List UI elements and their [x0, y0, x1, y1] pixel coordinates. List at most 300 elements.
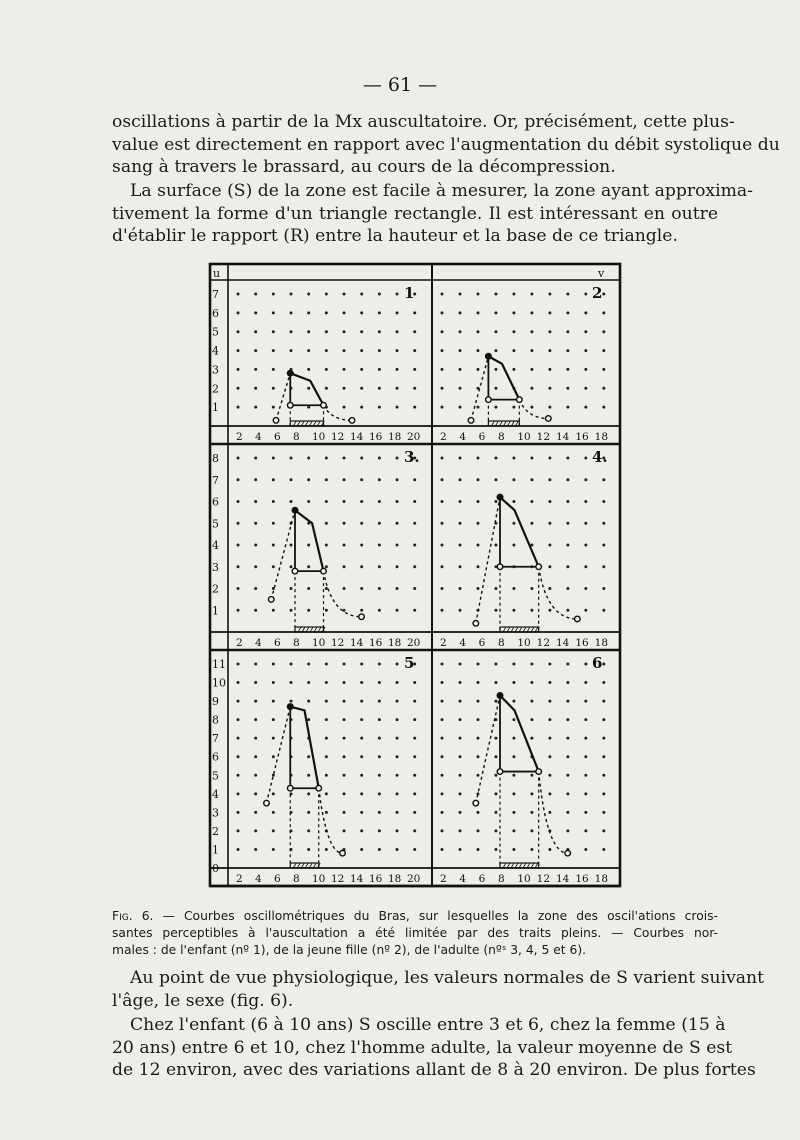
grid-dot [494, 737, 497, 740]
grid-dot [396, 387, 399, 390]
caption-line [112, 908, 718, 925]
curve-point [565, 850, 571, 856]
curve-point [264, 800, 270, 806]
grid-dot [566, 811, 569, 814]
panel-label: 1 [404, 284, 415, 302]
grid-dot [602, 565, 605, 568]
grid-dot [413, 406, 416, 409]
grid-dot [602, 293, 605, 296]
grid-dot [602, 387, 605, 390]
grid-dot [458, 500, 461, 503]
text-line: value est directement en rapport avec l'augmentation du débit systolique du [112, 134, 780, 155]
x-tick-label: 8 [498, 637, 505, 649]
grid-dot [512, 478, 515, 481]
grid-dot [272, 700, 275, 703]
curve-point [292, 568, 298, 574]
grid-dot [413, 565, 416, 568]
grid-dot [343, 718, 346, 721]
x-tick-label: 18 [388, 637, 402, 649]
grid-dot [458, 718, 461, 721]
x-tick-label: 18 [594, 873, 609, 885]
grid-dot [378, 718, 381, 721]
curve-rise [271, 510, 295, 599]
grid-dot [566, 829, 569, 832]
grid-dot [458, 700, 461, 703]
grid-dot [307, 311, 310, 314]
grid-dot [476, 587, 479, 590]
grid-dot [307, 387, 310, 390]
curve-point [287, 785, 293, 791]
grid-dot [413, 718, 416, 721]
peak-point [287, 704, 293, 710]
grid-dot [378, 311, 381, 314]
text-line: Au point de vue physiologique, les valeurs normales de S varient suivant [130, 968, 764, 988]
grid-dot [360, 755, 363, 758]
grid-dot [290, 609, 293, 612]
grid-dot [476, 478, 479, 481]
grid-dot [254, 718, 257, 721]
grid-dot [548, 774, 551, 777]
grid-dot [476, 718, 479, 721]
grid-dot [458, 457, 461, 460]
grid-dot [343, 792, 346, 795]
grid-dot [290, 349, 293, 352]
grid-dot [441, 737, 444, 740]
grid-dot [602, 609, 605, 612]
grid-dot [343, 368, 346, 371]
grid-dot [237, 609, 240, 612]
grid-dot [272, 848, 275, 851]
grid-dot [584, 587, 587, 590]
grid-dot [494, 811, 497, 814]
grid-dot [566, 700, 569, 703]
caption-text: — Courbes oscillométriques du Bras, sur lesquelles la zone des oscil'ations crois- [162, 909, 718, 923]
grid-dot [548, 587, 551, 590]
curve-point [497, 769, 503, 775]
curve-point [340, 850, 346, 856]
grid-dot [378, 774, 381, 777]
grid-dot [512, 829, 515, 832]
grid-dot [566, 293, 569, 296]
grid-dot [476, 522, 479, 525]
panel-label: 3. [404, 448, 420, 466]
grid-dot [272, 565, 275, 568]
y-tick-label: 3 [212, 806, 219, 820]
grid-dot [272, 311, 275, 314]
x-tick-label: 6 [478, 873, 486, 885]
x-tick-label: 4 [255, 637, 262, 649]
grid-dot [360, 774, 363, 777]
grid-dot [512, 406, 515, 409]
grid-dot [566, 544, 569, 547]
grid-dot [548, 293, 551, 296]
y-tick-label: 1 [212, 604, 219, 618]
grid-dot [441, 792, 444, 795]
grid-dot [476, 774, 479, 777]
grid-dot [530, 587, 533, 590]
curve-point [536, 564, 542, 570]
grid-dot [378, 811, 381, 814]
y-tick-label: 4 [212, 344, 219, 358]
grid-dot [512, 718, 515, 721]
grid-dot [343, 755, 346, 758]
grid-dot [494, 848, 497, 851]
grid-dot [378, 829, 381, 832]
oscillometric-figure [200, 258, 630, 898]
grid-dot [254, 406, 257, 409]
grid-dot [254, 587, 257, 590]
grid-dot [413, 829, 416, 832]
grid-dot [290, 330, 293, 333]
grid-dot [441, 829, 444, 832]
grid-dot [290, 311, 293, 314]
grid-dot [566, 681, 569, 684]
grid-dot [530, 311, 533, 314]
curve-zone-edge [488, 356, 519, 399]
grid-dot [458, 587, 461, 590]
grid-dot [441, 500, 444, 503]
grid-dot [343, 522, 346, 525]
x-tick-label: 18 [388, 873, 402, 885]
curve-point [287, 402, 293, 408]
grid-dot [566, 368, 569, 371]
grid-dot [494, 457, 497, 460]
grid-dot [254, 311, 257, 314]
grid-dot [290, 587, 293, 590]
grid-dot [566, 755, 569, 758]
grid-dot [441, 293, 444, 296]
y-tick-label: 4 [212, 539, 219, 552]
grid-dot [254, 544, 257, 547]
text-line: de 12 environ, avec des variations allant de 8 à 20 environ. De plus fortes [112, 1060, 756, 1081]
grid-dot [512, 663, 515, 666]
grid-dot [325, 848, 328, 851]
grid-dot [378, 293, 381, 296]
grid-dot [272, 544, 275, 547]
grid-dot [494, 387, 497, 390]
grid-dot [290, 500, 293, 503]
grid-dot [512, 609, 515, 612]
grid-dot [512, 500, 515, 503]
text-line: La surface (S) de la zone est facile à mesurer, la zone ayant approxima- [130, 181, 753, 201]
x-tick-label: 2 [440, 431, 447, 443]
grid-dot [530, 293, 533, 296]
grid-dot [378, 609, 381, 612]
curve-point [268, 597, 274, 603]
grid-dot [272, 829, 275, 832]
grid-dot [307, 330, 310, 333]
grid-dot [441, 774, 444, 777]
grid-dot [441, 457, 444, 460]
grid-dot [494, 681, 497, 684]
grid-dot [458, 522, 461, 525]
grid-dot [272, 522, 275, 525]
grid-dot [494, 755, 497, 758]
grid-dot [325, 457, 328, 460]
grid-dot [307, 500, 310, 503]
x-tick-label: 4 [459, 873, 467, 885]
grid-dot [584, 457, 587, 460]
grid-dot [458, 330, 461, 333]
x-tick-label: 2 [236, 431, 243, 443]
grid-dot [325, 774, 328, 777]
grid-dot [254, 293, 257, 296]
grid-dot [237, 457, 240, 460]
grid-dot [441, 663, 444, 666]
grid-dot [325, 522, 328, 525]
grid-dot [584, 663, 587, 666]
x-tick-label: 4 [459, 431, 467, 443]
grid-dot [343, 500, 346, 503]
grid-dot [584, 565, 587, 568]
grid-dot [343, 406, 346, 409]
y-tick-label: 3 [212, 560, 219, 574]
grid-dot [548, 609, 551, 612]
grid-dot [584, 330, 587, 333]
grid-dot [343, 387, 346, 390]
grid-dot [396, 681, 399, 684]
grid-dot [378, 544, 381, 547]
grid-dot [325, 718, 328, 721]
grid-dot [476, 500, 479, 503]
caption-line: santes perceptibles à l'auscultation a été limitée par des traits pleins. — Courbes nor- [112, 926, 718, 940]
caption-line: males : de l'enfant (nº 1), de la jeune fille (nº 2), de l'adulte (nºˢ 3, 4, 5 et 6). [112, 943, 587, 957]
x-tick-label: 16 [575, 431, 589, 443]
grid-dot [325, 293, 328, 296]
grid-dot [512, 349, 515, 352]
grid-dot [548, 368, 551, 371]
grid-dot [272, 457, 275, 460]
x-tick-label: 12 [331, 637, 345, 649]
grid-dot [512, 587, 515, 590]
grid-dot [512, 848, 515, 851]
grid-dot [413, 522, 416, 525]
grid-dot [396, 700, 399, 703]
grid-dot [237, 522, 240, 525]
grid-dot [512, 544, 515, 547]
grid-dot [476, 349, 479, 352]
grid-dot [413, 478, 416, 481]
grid-dot [360, 565, 363, 568]
grid-dot [458, 406, 461, 409]
grid-dot [441, 544, 444, 547]
x-tick-label: 20 [407, 637, 421, 649]
x-tick-label: 4 [255, 873, 262, 885]
grid-dot [378, 681, 381, 684]
grid-dot [548, 387, 551, 390]
grid-dot [512, 700, 515, 703]
grid-dot [494, 330, 497, 333]
grid-dot [548, 406, 551, 409]
grid-dot [441, 848, 444, 851]
x-tick-label: 2 [236, 873, 243, 885]
grid-dot [512, 311, 515, 314]
grid-dot [584, 829, 587, 832]
grid-dot [458, 681, 461, 684]
grid-dot [530, 330, 533, 333]
grid-dot [325, 544, 328, 547]
text-line: oscillations à partir de la Mx auscultatoire. Or, précisément, cette plus- [112, 112, 735, 132]
text-line: d'établir le rapport (R) entre la hauteur et la base de ce triangle. [112, 226, 678, 247]
grid-dot [548, 755, 551, 758]
grid-dot [476, 848, 479, 851]
grid-dot [413, 330, 416, 333]
x-tick-label: 6 [478, 637, 486, 649]
y-tick-label: 6 [212, 495, 219, 509]
x-tick-label: 20 [407, 873, 421, 885]
x-tick-label: 8 [498, 431, 505, 443]
grid-dot [237, 848, 240, 851]
grid-dot [237, 565, 240, 568]
grid-dot [548, 792, 551, 795]
grid-dot [413, 387, 416, 390]
grid-dot [566, 500, 569, 503]
grid-dot [396, 522, 399, 525]
grid-dot [530, 681, 533, 684]
grid-dot [396, 587, 399, 590]
x-tick-label: 6 [274, 637, 281, 649]
grid-dot [530, 774, 533, 777]
y-tick-label: 2 [212, 582, 219, 596]
y-tick-label: 0 [212, 862, 219, 875]
grid-dot [325, 587, 328, 590]
y-tick-label: 4 [212, 787, 219, 801]
grid-dot [413, 349, 416, 352]
grid-dot [512, 293, 515, 296]
grid-dot [272, 349, 275, 352]
grid-dot [584, 387, 587, 390]
grid-dot [254, 330, 257, 333]
grid-dot [602, 718, 605, 721]
grid-dot [343, 293, 346, 296]
y-tick-label: 6 [212, 750, 219, 764]
grid-dot [360, 811, 363, 814]
grid-dot [307, 829, 310, 832]
grid-dot [396, 457, 399, 460]
curve-point [546, 416, 552, 422]
curve-fall [324, 571, 362, 617]
grid-dot [237, 311, 240, 314]
grid-dot [602, 737, 605, 740]
figure-caption [112, 908, 718, 959]
grid-dot [602, 755, 605, 758]
grid-dot [566, 663, 569, 666]
grid-dot [325, 478, 328, 481]
grid-dot [396, 500, 399, 503]
y-tick-label: 1 [212, 843, 219, 857]
curve-point [321, 568, 327, 574]
grid-dot [272, 478, 275, 481]
grid-dot [378, 500, 381, 503]
grid-dot [512, 681, 515, 684]
grid-dot [413, 700, 416, 703]
paragraph-3 [112, 967, 764, 1012]
grid-dot [325, 792, 328, 795]
grid-dot [584, 848, 587, 851]
grid-dot [458, 774, 461, 777]
grid-dot [325, 681, 328, 684]
grid-dot [343, 829, 346, 832]
grid-dot [441, 609, 444, 612]
grid-dot [396, 406, 399, 409]
x-tick-label: 10 [517, 637, 531, 649]
curve-fall [519, 400, 548, 419]
grid-dot [548, 681, 551, 684]
grid-dot [254, 522, 257, 525]
grid-dot [512, 774, 515, 777]
grid-dot [530, 387, 533, 390]
grid-dot [396, 848, 399, 851]
curve-fall [539, 772, 568, 854]
grid-dot [343, 663, 346, 666]
panel-label: 5 [404, 654, 415, 672]
grid-dot [476, 811, 479, 814]
grid-dot [343, 311, 346, 314]
curve-rise [476, 696, 500, 804]
grid-dot [494, 544, 497, 547]
peak-point [497, 494, 503, 500]
grid-dot [566, 792, 569, 795]
y-tick-label: 7 [212, 732, 219, 746]
curve-rise [267, 707, 291, 803]
y-tick-label: 6 [212, 306, 219, 320]
grid-dot [458, 478, 461, 481]
grid-dot [584, 368, 587, 371]
x-tick-label: 10 [312, 873, 326, 885]
grid-dot [254, 349, 257, 352]
grid-dot [237, 829, 240, 832]
grid-dot [476, 755, 479, 758]
grid-dot [360, 387, 363, 390]
y-tick-label: 5 [212, 517, 219, 531]
grid-dot [360, 311, 363, 314]
grid-dot [413, 811, 416, 814]
grid-dot [272, 368, 275, 371]
grid-dot [458, 609, 461, 612]
grid-dot [584, 700, 587, 703]
grid-dot [584, 522, 587, 525]
y-tick-label: 7 [212, 473, 219, 487]
grid-dot [584, 544, 587, 547]
grid-dot [360, 368, 363, 371]
grid-dot [272, 774, 275, 777]
curve-point [473, 621, 479, 627]
grid-dot [548, 718, 551, 721]
grid-dot [548, 522, 551, 525]
peak-point [485, 353, 491, 359]
grid-dot [272, 609, 275, 612]
grid-dot [548, 478, 551, 481]
corner-mark: v [598, 267, 605, 280]
grid-dot [602, 311, 605, 314]
grid-dot [458, 565, 461, 568]
grid-dot [307, 544, 310, 547]
grid-dot [254, 565, 257, 568]
grid-dot [602, 792, 605, 795]
x-tick-label: 10 [517, 873, 531, 885]
curve-point [473, 800, 479, 806]
grid-dot [566, 457, 569, 460]
grid-dot [602, 663, 605, 666]
grid-dot [441, 811, 444, 814]
grid-dot [476, 663, 479, 666]
curve-fall [539, 567, 578, 619]
page-number: — 61 — [362, 74, 438, 96]
grid-dot [413, 681, 416, 684]
grid-dot [584, 811, 587, 814]
x-tick-label: 14 [350, 431, 364, 443]
grid-dot [413, 755, 416, 758]
